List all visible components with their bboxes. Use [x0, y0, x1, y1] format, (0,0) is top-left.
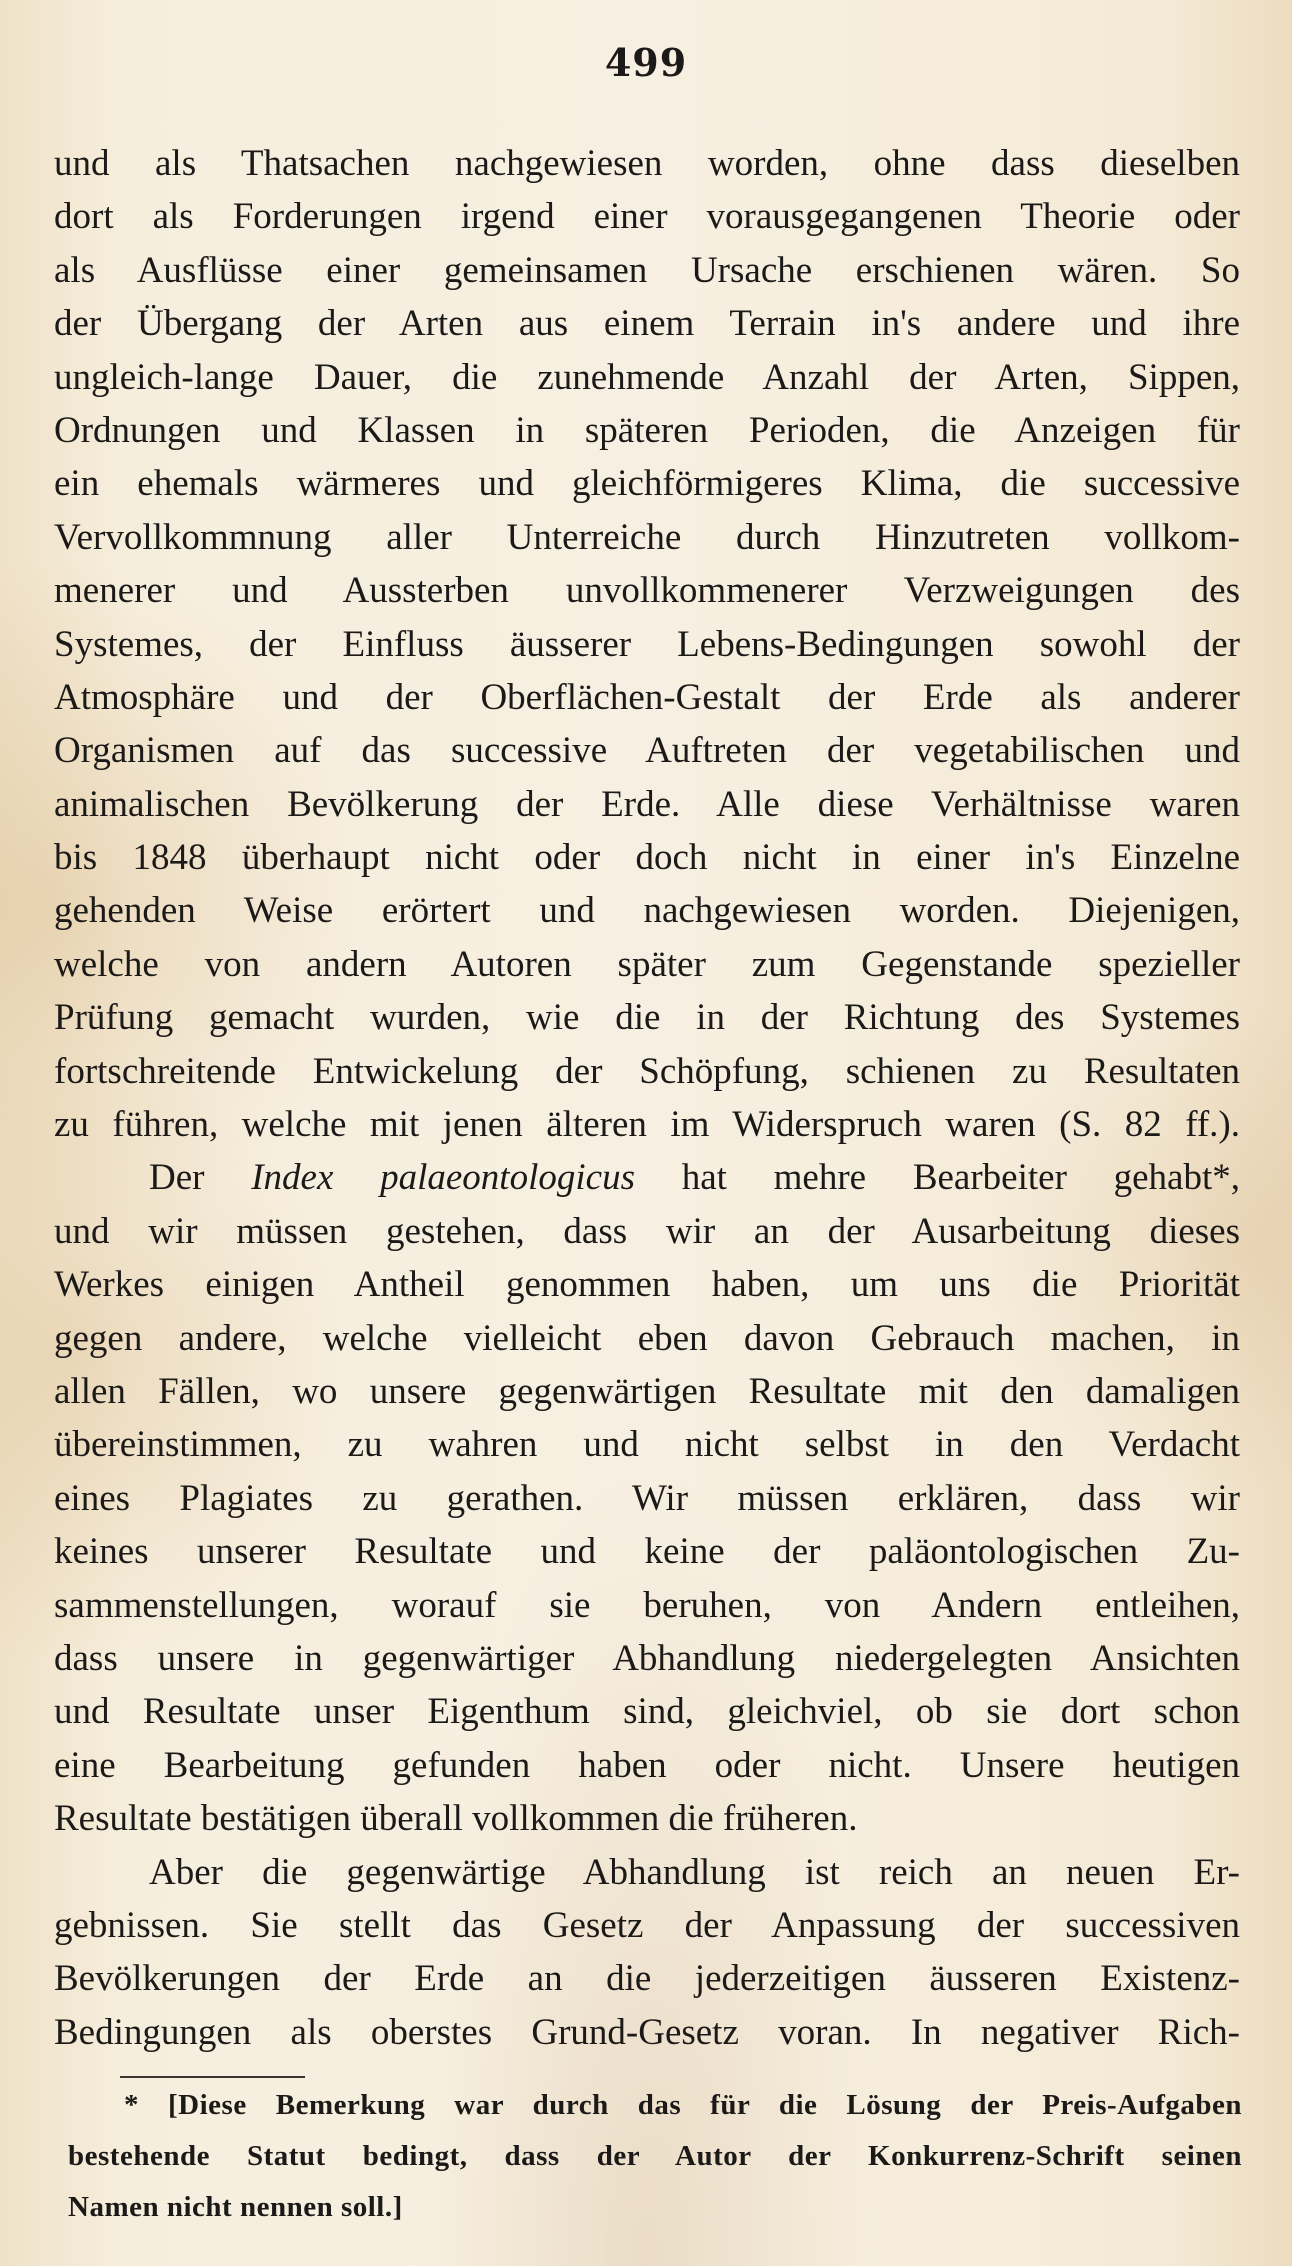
footnote-line: Namen nicht nennen soll.]: [68, 2191, 403, 2223]
text-run: hat mehre Bearbeiter gehabt*,: [681, 1157, 1240, 1199]
page-number: 499: [604, 40, 688, 85]
text-line: keines unserer Resultate und keine der paläontologischen Zu-: [54, 1531, 1240, 1573]
text-line: Prüfung gemacht wurden, wie die in der Richtung des Systemes: [54, 997, 1240, 1039]
text-line: gehenden Weise erörtert und nachgewiesen worden. Diejenigen,: [54, 890, 1240, 932]
footnote-line: bestehende Statut bedingt, dass der Autor der Konkurrenz-Schrift seinen: [68, 2140, 1242, 2172]
text-line: bis 1848 überhaupt nicht oder doch nicht in einer in's Einzelne: [54, 837, 1240, 879]
text-line: Vervollkommnung aller Unterreiche durch Hinzutreten vollkom-: [54, 516, 1240, 558]
text-line: welche von andern Autoren später zum Gegenstande spezieller: [54, 943, 1240, 985]
text-line: übereinstimmen, zu wahren und nicht selbst in den Verdacht: [54, 1424, 1240, 1466]
footnote: [68, 2080, 1242, 2233]
text-line: Resultate bestätigen überall vollkommen die früheren.: [54, 1798, 858, 1840]
text-line: ein ehemals wärmeres und gleichförmigeres Klima, die successive: [54, 463, 1240, 505]
footnote-line: * [Diese Bemerkung war durch das für die Lösung der Preis-Aufgaben: [124, 2089, 1242, 2121]
text-line: dass unsere in gegenwärtiger Abhandlung niedergelegten Ansichten: [54, 1637, 1240, 1679]
text-line-first: [54, 1151, 1240, 1204]
italic-title: Index palaeontologicus: [251, 1157, 635, 1199]
text-line: als Ausflüsse einer gemeinsamen Ursache erschienen wären. So: [54, 249, 1240, 291]
text-line: zu führen, welche mit jenen älteren im Widerspruch waren (S. 82 ff.).: [54, 1104, 1240, 1146]
text-line: Aber die gegenwärtige Abhandlung ist reich an neuen Er-: [149, 1851, 1240, 1893]
text-line: sammenstellungen, worauf sie beruhen, von Andern entleihen,: [54, 1584, 1240, 1626]
text-line: Organismen auf das successive Auftreten der vegetabilischen und: [54, 730, 1240, 772]
text-line: Ordnungen und Klassen in späteren Perioden, die Anzeigen für: [54, 409, 1240, 451]
text-line: der Übergang der Arten aus einem Terrain in's andere und ihre: [54, 303, 1240, 345]
text-line: eines Plagiates zu gerathen. Wir müssen erklären, dass wir: [54, 1477, 1240, 1519]
text-line: allen Fällen, wo unsere gegenwärtigen Resultate mit den damaligen: [54, 1370, 1240, 1412]
text-line: animalischen Bevölkerung der Erde. Alle diese Verhältnisse waren: [54, 783, 1240, 825]
text-line: Systemes, der Einfluss äusserer Lebens-Bedingungen sowohl der: [54, 623, 1240, 665]
text-line: gebnissen. Sie stellt das Gesetz der Anpassung der successiven: [54, 1904, 1240, 1946]
text-line: Bedingungen als oberstes Grund-Gesetz voran. In negativer Rich-: [54, 2011, 1240, 2053]
text-line: fortschreitende Entwickelung der Schöpfung, schienen zu Resultaten: [54, 1050, 1240, 1092]
text-line: gegen andere, welche vielleicht eben davon Gebrauch machen, in: [54, 1317, 1240, 1359]
text-line: menerer und Aussterben unvollkommenerer Verzweigungen des: [54, 570, 1240, 612]
body-text: [54, 137, 1240, 2059]
text-line: Atmosphäre und der Oberflächen-Gestalt der Erde als anderer: [54, 676, 1240, 718]
text-line: dort als Forderungen irgend einer vorausgegangenen Theorie oder: [54, 196, 1240, 238]
paragraph-2: [54, 1151, 1240, 1845]
text-line: ungleich-lange Dauer, die zunehmende Anzahl der Arten, Sippen,: [54, 356, 1240, 398]
text-line: und als Thatsachen nachgewiesen worden, ohne dass dieselben: [54, 143, 1240, 184]
paragraph-1: [54, 137, 1240, 1151]
text-run: Der: [149, 1157, 205, 1199]
text-line: und wir müssen gestehen, dass wir an der Ausarbeitung dieses: [54, 1210, 1240, 1252]
text-line: Bevölkerungen der Erde an die jederzeitigen äusseren Existenz-: [54, 1958, 1240, 2000]
text-line: eine Bearbeitung gefunden haben oder nicht. Unsere heutigen: [54, 1744, 1240, 1786]
text-line: und Resultate unser Eigenthum sind, gleichviel, ob sie dort schon: [54, 1691, 1240, 1733]
paragraph-3: [54, 1846, 1240, 2060]
footnote-divider: [120, 2076, 305, 2078]
text-line: Werkes einigen Antheil genommen haben, um uns die Priorität: [54, 1264, 1240, 1306]
